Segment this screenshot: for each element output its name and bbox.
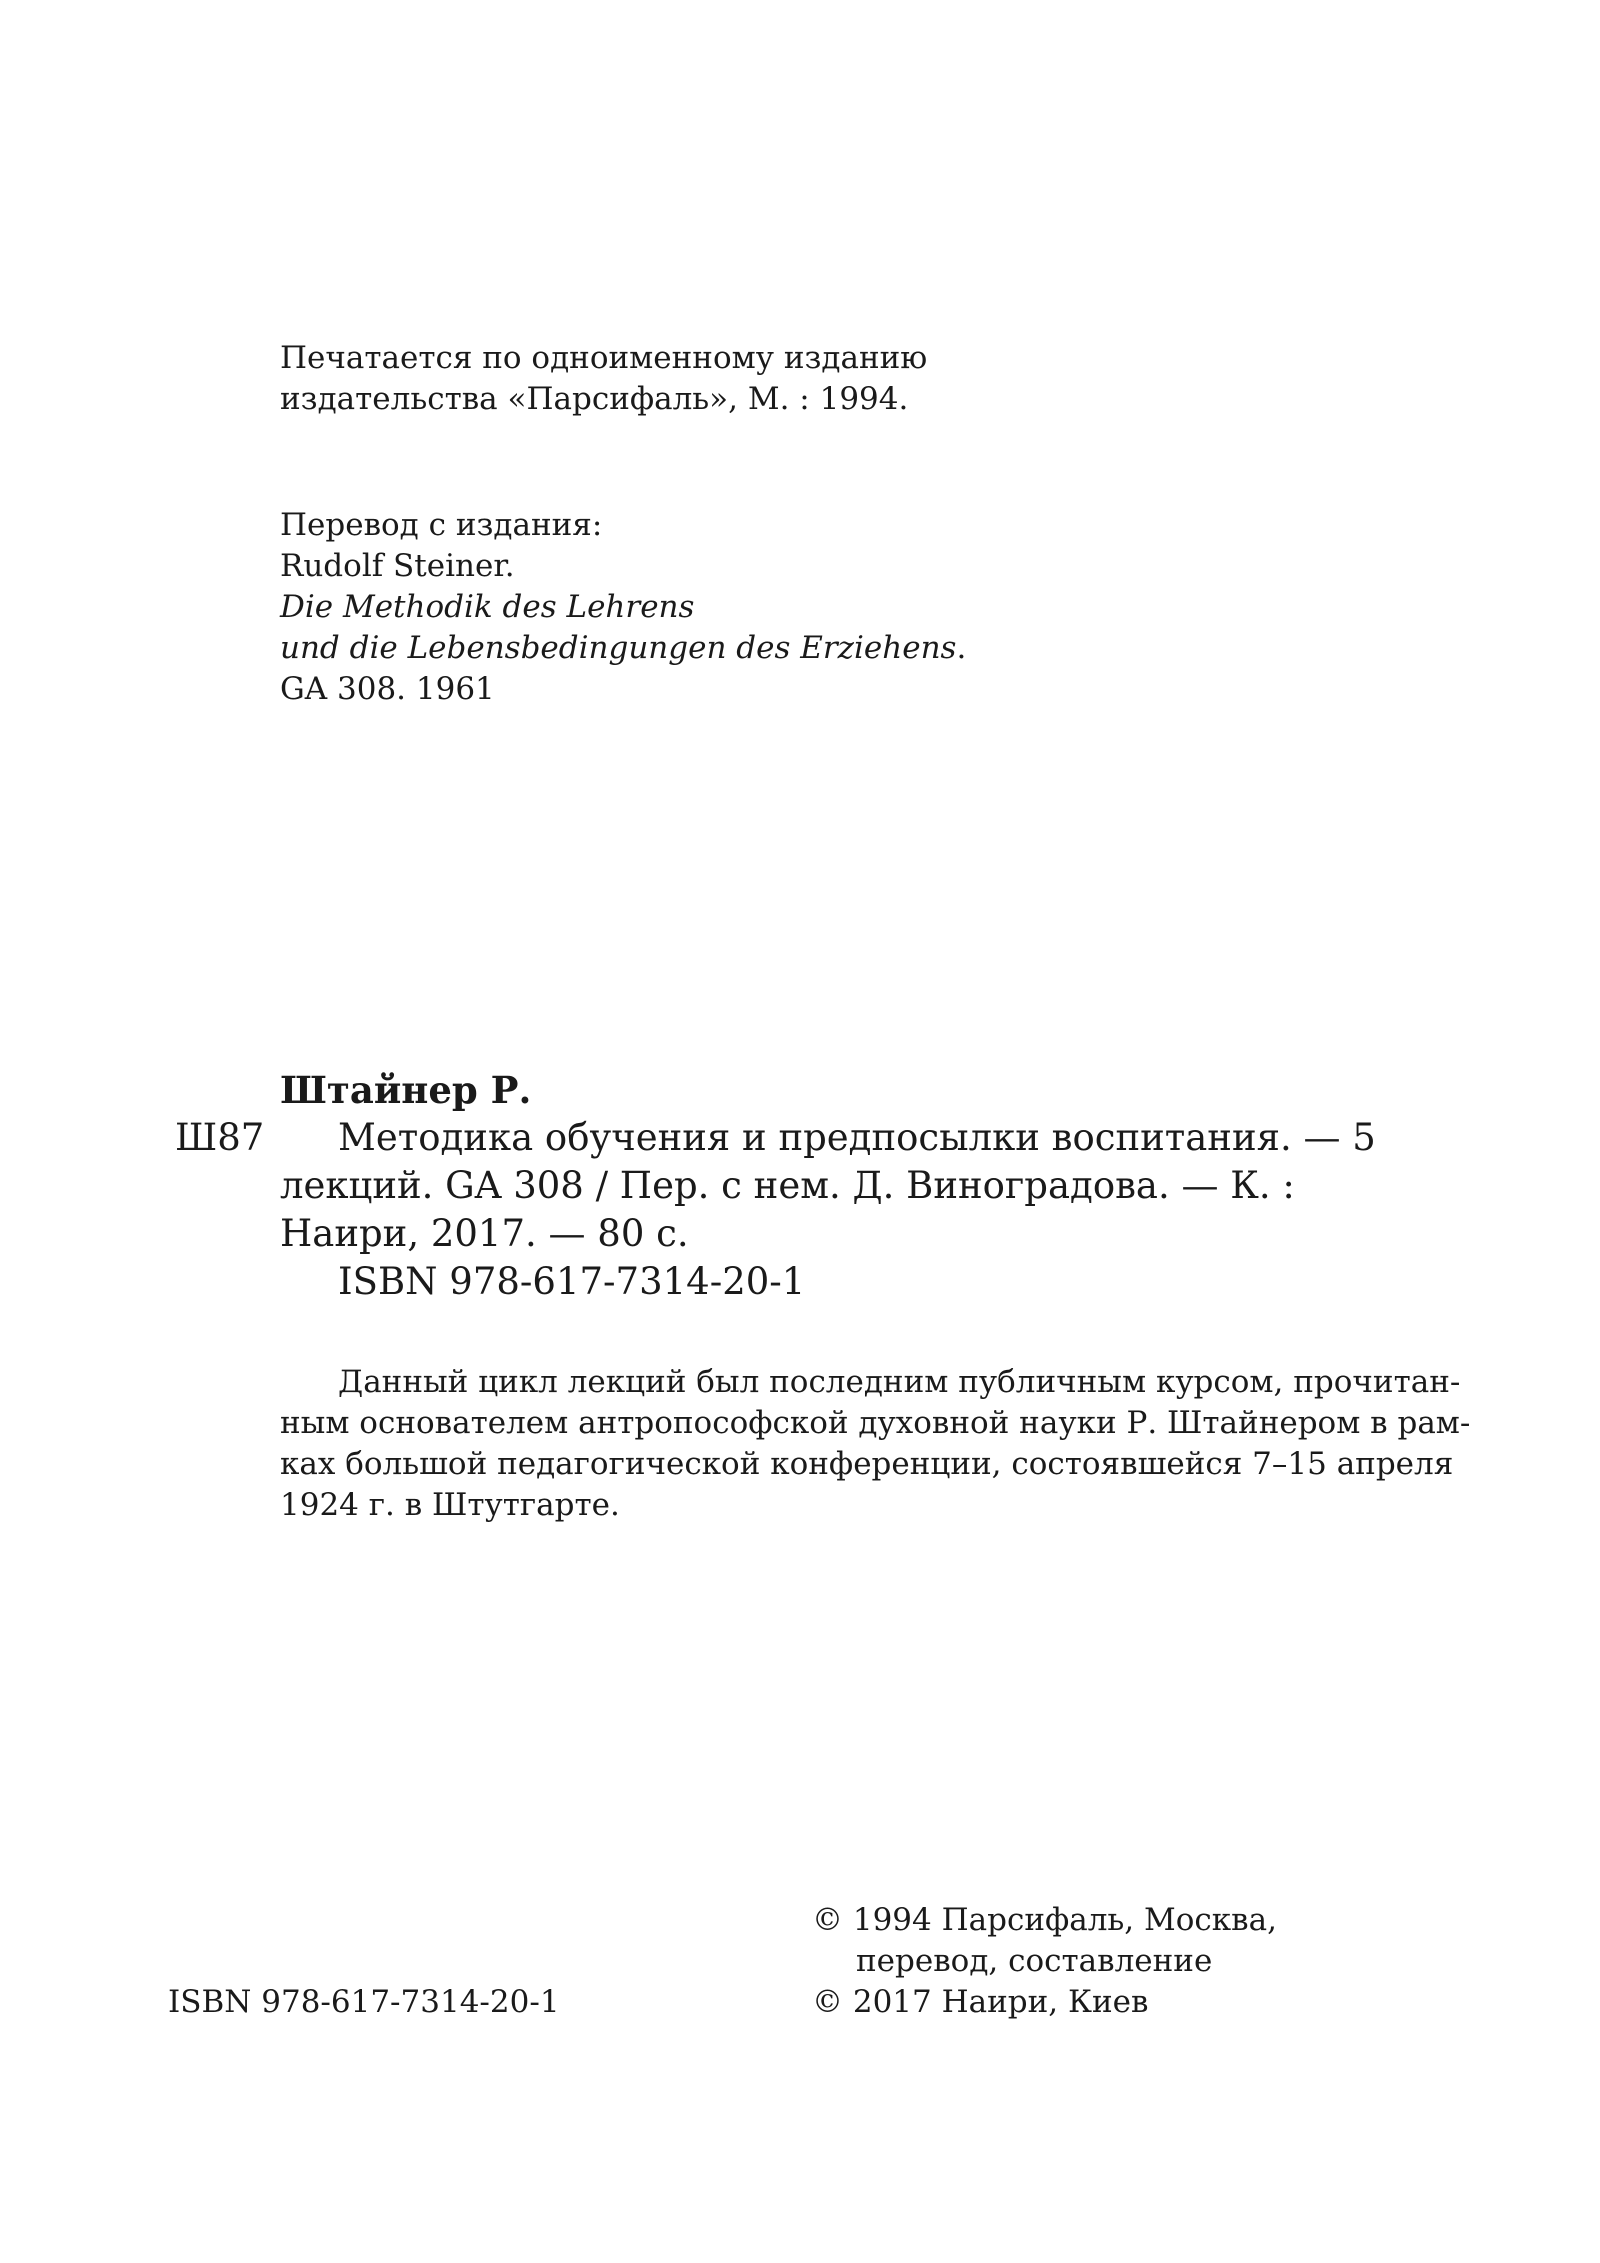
reprint-note-line-1: Печатается по одноименному изданию [280,340,928,376]
translation-source-title-line-1: Die Methodik des Lehrens [280,589,695,625]
catalog-line-2: лекций. GA 308 / Пер. с нем. Д. Виноградова. — К. : [280,1164,1295,1207]
reprint-note [280,338,927,420]
catalog-record [280,1114,1376,1306]
annotation [280,1362,1470,1526]
reprint-note-line-2: издательства «Парсифаль», М. : 1994. [280,381,909,417]
catalog-isbn: ISBN 978-617-7314-20-1 [338,1260,806,1303]
translation-source-title-end: . [956,630,967,666]
isbn-footer: ISBN 978-617-7314-20-1 [168,1984,560,2020]
annotation-line-4: 1924 г. в Штутгарте. [280,1487,620,1523]
translation-source-edition: GA 308. 1961 [280,671,495,707]
catalog-code: Ш87 [175,1116,265,1159]
translation-source [280,505,966,710]
translation-source-author: Rudolf Steiner. [280,548,515,584]
copyright-line-3: © 2017 Наири, Киев [812,1984,1149,2020]
copyright [812,1900,1277,2023]
annotation-line-2: ным основателем антропософской духовной науки Р. Штайнером в рам- [280,1405,1471,1441]
copyright-line-2: перевод, составление [856,1943,1213,1979]
copyright-line-1: © 1994 Парсифаль, Москва, [812,1902,1277,1938]
translation-source-title-line-2-text: und die Lebensbedingungen des Erziehens [280,630,957,666]
annotation-line-3: ках большой педагогической конференции, состоявшейся 7–15 апреля [280,1446,1454,1482]
translation-source-title-line-2 [280,628,966,669]
annotation-line-1: Данный цикл лекций был последним публичным курсом, прочитан- [338,1364,1461,1400]
catalog-author-heading: Штайнер Р. [280,1068,532,1112]
translation-source-label: Перевод с издания: [280,507,603,543]
catalog-line-3: Наири, 2017. — 80 с. [280,1212,689,1255]
catalog-line-1: Методика обучения и предпосылки воспитания. — 5 [338,1116,1376,1159]
